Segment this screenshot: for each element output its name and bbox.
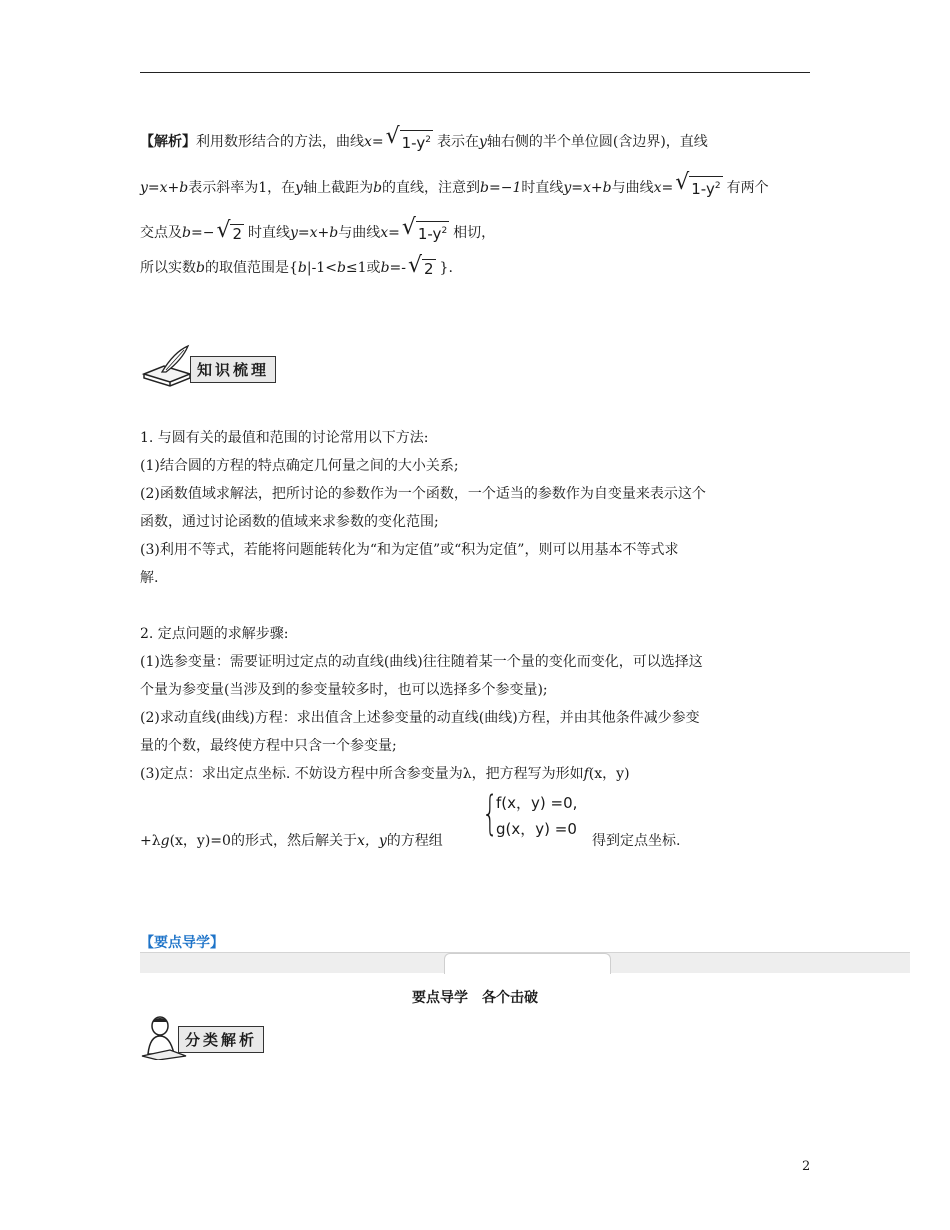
system-equation-1: f(x，y) =0, [496,794,578,812]
header-rule [140,72,810,73]
fenlei-banner-label: 分类解析 [178,1026,264,1053]
knowledge-p1-item2a: (2)函数值域求解法，把所讨论的参数作为一个函数，一个适当的参数作为自变量来表示这个 [140,486,706,502]
fenlei-banner [140,1014,275,1060]
knowledge-p2-item3a: (3)定点：求出定点坐标. 不妨设方程中所含参变量为λ，把方程写为形如f(x，y) [140,766,630,782]
sqrt-expression: √ $1-y^2$ [402,221,449,245]
knowledge-p1-item3a: (3)利用不等式，若能将问题能转化为“和为定值”或“积为定值”，则可以用基本不等式求 [140,542,679,558]
analysis-line-4: 所以实数b的取值范围是{b|-1<b≤1或b=-√ 2 }. [140,258,453,280]
yaodian-tab [444,953,611,974]
knowledge-p1-title: 1. 与圆有关的最值和范围的讨论常用以下方法: [140,430,429,446]
knowledge-p2-title: 2. 定点问题的求解步骤: [140,626,289,642]
knowledge-banner-label: 知识梳理 [190,356,276,383]
knowledge-p1-item2b: 函数，通过讨论函数的值域来求参数的变化范围; [140,514,439,530]
page-number: 2 [802,1159,811,1174]
knowledge-p2-item3b-end: 得到定点坐标. [592,833,681,849]
knowledge-p1-item1: (1)结合圆的方程的特点确定几何量之间的大小关系; [140,458,459,474]
analysis-line-2: y=x+b表示斜率为1，在y轴上截距为b的直线，注意到b=−1时直线y=x+b与曲线x=√ $1-y^2$ 有两个 [140,176,769,200]
section-title: 要点导学 各个击破 [412,990,538,1006]
system-equation-2: g(x，y) =0 [496,820,577,838]
sqrt-expression: √ $1-y^2$ [675,176,722,200]
knowledge-p2-item3b: +λg(x，y)=0的形式，然后解关于x，y的方程组 [140,833,443,849]
analysis-line-3: 交点及b=−√ 2 时直线y=x+b与曲线x=√ $1-y^2$ 相切， [140,221,495,245]
left-brace: { [482,786,499,840]
sqrt-expression: √ $1-y^2$ [386,130,433,154]
knowledge-banner [140,344,290,390]
sqrt-2: √ 2 [408,259,436,280]
knowledge-p2-item2b: 量的个数，最终使方程中只含一个参变量; [140,738,397,754]
knowledge-p2-item1b: 个量为参变量(当涉及到的参变量较多时，也可以选择多个参变量); [140,682,548,698]
analysis-label: 【解析】 [140,134,196,150]
analysis-line-1: 【解析】利用数形结合的方法，曲线x=√ $1-y^2$ 表示在y轴右侧的半个单位圆(含边界)，直线 [140,130,708,154]
knowledge-p1-item3b: 解. [140,570,159,586]
yaodian-label: 【要点导学】 [140,935,224,951]
knowledge-p2-item1a: (1)选参变量：需要证明过定点的动直线(曲线)往往随着某一个量的变化而变化，可以选择这 [140,654,703,670]
sqrt-2: √ 2 [216,224,244,245]
knowledge-p2-item2a: (2)求动直线(曲线)方程：求出值含上述参变量的动直线(曲线)方程，并由其他条件减少参变 [140,710,700,726]
